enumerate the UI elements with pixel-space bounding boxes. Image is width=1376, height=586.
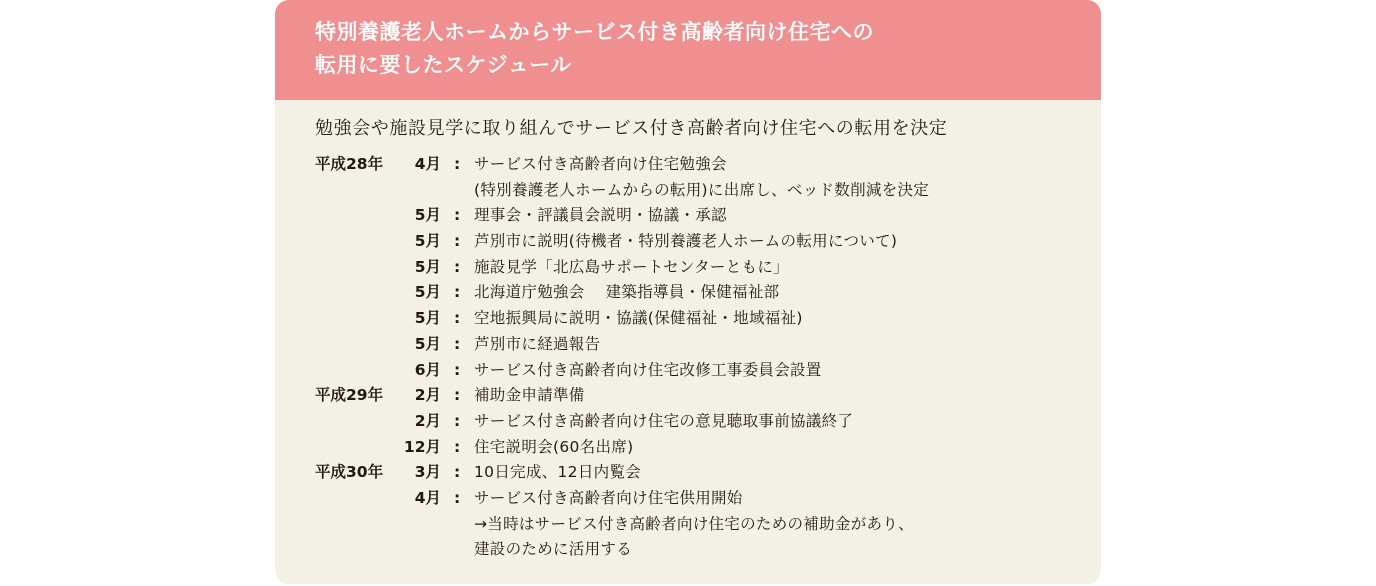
schedule-text: (特別養護老人ホームからの転用)に出席し、ベッド数削減を決定 <box>474 180 930 199</box>
schedule-month: 5月 <box>414 257 441 276</box>
schedule-month: 6月 <box>414 360 441 379</box>
schedule-colon: : <box>454 334 461 353</box>
schedule-month: 5月 <box>414 309 441 328</box>
schedule-year: 平成29年 <box>315 386 384 405</box>
schedule-card <box>275 0 1101 584</box>
schedule-month: 5月 <box>414 334 441 353</box>
card-title-line-2: 転用に要したスケジュール <box>315 53 572 77</box>
card-body <box>275 100 1101 563</box>
schedule-row <box>315 332 1081 358</box>
schedule-text: 施設見学「北広島サポートセンターともに」 <box>474 257 789 276</box>
schedule-month: 3月 <box>414 463 441 482</box>
schedule-colon: : <box>454 232 461 251</box>
schedule-row <box>315 486 1081 512</box>
schedule-colon: : <box>454 386 461 405</box>
schedule-colon: : <box>454 206 461 225</box>
schedule-month: 5月 <box>414 232 441 251</box>
schedule-colon: : <box>454 283 461 302</box>
schedule-text: 芦別市に経過報告 <box>474 334 601 353</box>
schedule-text: サービス付き高齢者向け住宅供用開始 <box>474 488 743 507</box>
schedule-text: 理事会・評議員会説明・協議・承認 <box>474 206 727 225</box>
schedule-colon: : <box>454 360 461 379</box>
schedule-row <box>315 435 1081 461</box>
schedule-row <box>315 306 1081 332</box>
schedule-row <box>315 178 1081 204</box>
card-title <box>315 16 1081 82</box>
schedule-row <box>315 229 1081 255</box>
card-title-line-1: 特別養護老人ホームからサービス付き高齢者向け住宅への <box>315 20 874 44</box>
schedule-month: 2月 <box>414 386 441 405</box>
schedule-month: 5月 <box>414 206 441 225</box>
schedule-text: サービス付き高齢者向け住宅勉強会 <box>474 155 727 173</box>
schedule-year: 平成30年 <box>315 463 384 482</box>
schedule-colon: : <box>454 411 461 430</box>
schedule-text: サービス付き高齢者向け住宅の意見聴取事前協議終了 <box>474 411 854 430</box>
schedule-text: 10日完成、12日内覧会 <box>474 463 642 482</box>
schedule-text: 芦別市に説明(待機者・特別養護老人ホームの転用について) <box>474 232 898 251</box>
schedule-month: 2月 <box>414 411 441 430</box>
schedule-colon: : <box>454 463 461 482</box>
schedule-row <box>315 358 1081 384</box>
schedule-month: 12月 <box>403 437 441 456</box>
schedule-row <box>315 409 1081 435</box>
schedule-list <box>315 152 1081 563</box>
schedule-month: 4月 <box>414 155 441 173</box>
schedule-row <box>315 255 1081 281</box>
schedule-colon: : <box>454 309 461 328</box>
schedule-row <box>315 152 1081 178</box>
schedule-row <box>315 512 1081 538</box>
schedule-text: 北海道庁勉強会 建築指導員・保健福祉部 <box>474 283 780 302</box>
lead-text: 勉強会や施設見学に取り組んでサービス付き高齢者向け住宅への転用を決定 <box>315 118 948 139</box>
card-header <box>275 0 1101 100</box>
schedule-month: 4月 <box>414 488 441 507</box>
schedule-text: 空地振興局に説明・協議(保健福祉・地域福祉) <box>474 309 803 328</box>
schedule-row <box>315 383 1081 409</box>
schedule-text: サービス付き高齢者向け住宅改修工事委員会設置 <box>474 360 822 379</box>
schedule-text: 補助金申請準備 <box>474 386 585 405</box>
schedule-row <box>315 280 1081 306</box>
schedule-colon: : <box>454 488 461 507</box>
schedule-text: →当時はサービス付き高齢者向け住宅のための補助金があり、 <box>474 514 914 533</box>
schedule-month: 5月 <box>414 283 441 302</box>
schedule-year: 平成28年 <box>315 155 384 173</box>
schedule-text: 建設のために活用する <box>474 540 633 559</box>
schedule-colon: : <box>454 437 461 456</box>
schedule-row <box>315 537 1081 563</box>
schedule-row <box>315 203 1081 229</box>
schedule-colon: : <box>454 155 461 173</box>
schedule-colon: : <box>454 257 461 276</box>
schedule-text: 住宅説明会(60名出席) <box>474 437 634 456</box>
schedule-row <box>315 460 1081 486</box>
